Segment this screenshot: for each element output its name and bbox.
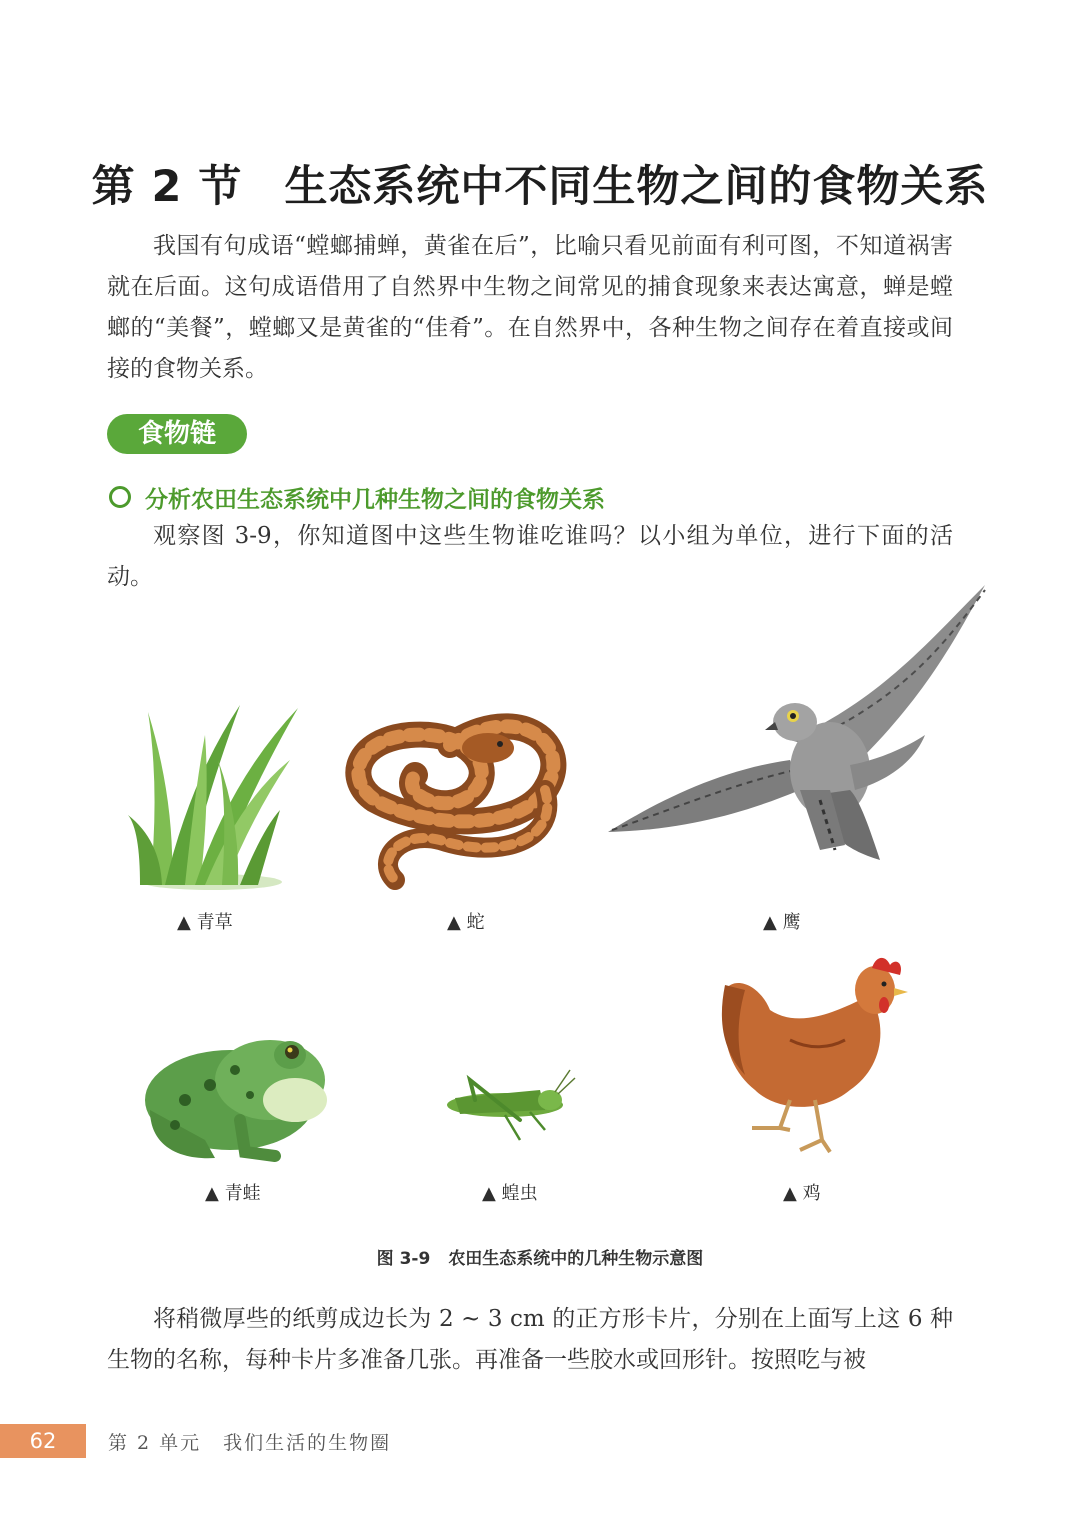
activity-paragraph: 观察图 3-9，你知道图中这些生物谁吃谁吗？以小组为单位，进行下面的活动。 [107, 523, 953, 590]
chicken-icon [722, 958, 908, 1152]
activity-title: 分析农田生态系统中几种生物之间的食物关系 [145, 486, 605, 513]
organism-label-grasshopper: ▲ 蝗虫 [482, 1183, 538, 1204]
snake-icon [358, 726, 553, 880]
section-number: 第 2 节 [91, 161, 243, 212]
organism-label-snake: ▲ 蛇 [447, 912, 485, 933]
organism-label-chicken: ▲ 鸡 [783, 1183, 821, 1204]
section-title: 生态系统中不同生物之间的食物关系 [284, 161, 989, 212]
organism-label-grass: ▲ 青草 [177, 912, 233, 933]
hawk-icon [608, 585, 985, 860]
grasshopper-icon [447, 1070, 575, 1140]
figure-number: 图 3-9 [376, 1249, 431, 1269]
intro-paragraph: 我国有句成语“螳螂捕蝉，黄雀在后”，比喻只看见前面有利可图，不知道祸害就在后面。这句成语借用了自然界中生物之间常见的捕食现象来表达寓意，蝉是螳螂的“美餐”，螳螂又是黄雀的“佳肴”。在自然界中，各种生物之间存在着直接或间接的食物关系。 [107, 233, 953, 382]
page-number: 62 [29, 1429, 57, 1453]
figure-caption-text: 农田生态系统中的几种生物示意图 [448, 1249, 704, 1269]
body-paragraph: 将稍微厚些的纸剪成边长为 2 ~ 3 cm 的正方形卡片，分别在上面写上这 6 种生物的名称，每种卡片多准备几张。再准备一些胶水或回形针。按照吃与被 [107, 1306, 953, 1373]
footer-unit [108, 1428, 391, 1455]
organism-label-frog: ▲ 青蛙 [205, 1183, 261, 1204]
section-badge: 食物链 [107, 414, 247, 454]
frog-icon [145, 1040, 327, 1158]
organism-label-hawk: ▲ 鹰 [763, 912, 801, 933]
figure-caption [0, 1244, 1080, 1269]
footer-unit-title: 我们生活的生物圈 [223, 1432, 392, 1454]
grass-icon [128, 705, 298, 890]
footer-unit-number: 第 2 单元 [108, 1432, 202, 1454]
